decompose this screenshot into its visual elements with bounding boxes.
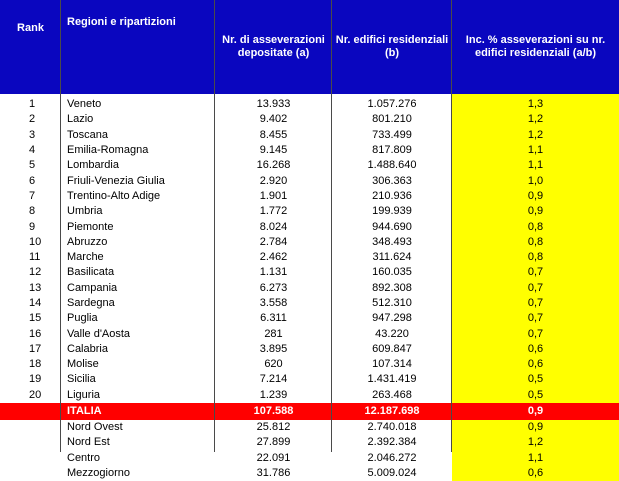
edifici-cell: 512.310 — [372, 297, 412, 309]
asseverazioni-cell: 2.462 — [259, 251, 288, 264]
rank-cell: 6 — [29, 174, 36, 187]
region-cell: Emilia-Romagna — [67, 144, 149, 157]
area-edifici-cell: 2.740.018 — [367, 421, 417, 434]
rank-cell: 3 — [29, 128, 36, 141]
column-divider — [214, 0, 215, 452]
asseverazioni-cell: 1.131 — [259, 266, 288, 279]
edifici-cell: 1.431.419 — [367, 373, 417, 386]
rank-cell: 15 — [29, 312, 42, 325]
column-divider — [60, 0, 61, 452]
table-row — [0, 219, 619, 234]
rank-cell-empty — [0, 403, 61, 420]
edifici-cell: 306.363 — [372, 174, 412, 187]
table-row — [0, 311, 619, 326]
incidenza-cell: 0,6 — [452, 357, 619, 372]
incidenza-cell: 0,8 — [452, 235, 619, 250]
table-row — [0, 388, 619, 403]
table-row — [0, 250, 619, 265]
edifici-cell: 348.493 — [372, 235, 412, 248]
incidenza-cell: 0,7 — [452, 311, 619, 326]
column-divider — [331, 0, 332, 452]
edifici-cell: 160.035 — [372, 266, 412, 279]
asseverazioni-cell: 16.268 — [256, 159, 291, 172]
column-divider — [451, 0, 452, 452]
region-cell: Piemonte — [67, 220, 114, 233]
rank-cell: 18 — [29, 358, 42, 371]
area-asseverazioni-cell: 27.899 — [256, 436, 291, 449]
incidenza-cell: 0,9 — [452, 204, 619, 219]
region-cell: Sicilia — [67, 373, 96, 386]
area-edifici-cell: 2.046.272 — [367, 451, 417, 464]
rank-cell: 16 — [29, 327, 42, 340]
edifici-cell: 892.308 — [372, 281, 412, 294]
edifici-cell: 1.488.640 — [367, 159, 417, 172]
rank-cell: 4 — [29, 144, 36, 157]
region-cell: Puglia — [67, 312, 98, 325]
edifici-cell: 263.468 — [372, 388, 412, 401]
asseverazioni-cell: 8.024 — [259, 220, 288, 233]
total-row-italia — [0, 403, 619, 420]
incidenza-cell: 0,7 — [452, 326, 619, 341]
table-row — [0, 112, 619, 127]
header-asseverazioni: Nr. di asseverazioni depositate (a) — [215, 0, 332, 94]
area-incidenza-cell: 0,9 — [452, 420, 619, 435]
asseverazioni-cell: 3.558 — [259, 297, 288, 309]
table-header-row — [0, 0, 619, 94]
region-cell: Abruzzo — [67, 235, 108, 248]
incidenza-cell: 0,7 — [452, 296, 619, 311]
asseverazioni-cell: 9.145 — [259, 144, 288, 157]
edifici-cell: 1.057.276 — [367, 98, 417, 111]
region-cell: Sardegna — [67, 297, 115, 309]
asseverazioni-cell: 3.895 — [259, 342, 288, 355]
region-cell: Basilicata — [67, 266, 115, 279]
rank-cell: 20 — [29, 388, 42, 401]
table-body — [0, 94, 619, 481]
asseverazioni-cell: 620 — [264, 358, 283, 371]
table-row — [0, 342, 619, 357]
area-row — [0, 466, 619, 481]
rank-cell: 12 — [29, 266, 42, 279]
area-asseverazioni-cell: 25.812 — [256, 421, 291, 434]
rank-cell: 7 — [29, 189, 36, 202]
rank-cell: 1 — [29, 98, 36, 111]
table-row — [0, 372, 619, 387]
asseverazioni-cell: 6.273 — [259, 281, 288, 294]
incidenza-cell: 1,0 — [452, 173, 619, 188]
table-row — [0, 296, 619, 311]
edifici-cell: 311.624 — [372, 251, 412, 264]
header-region: Regioni e ripartizioni — [61, 0, 215, 94]
region-cell: Lombardia — [67, 159, 119, 172]
table-row — [0, 204, 619, 219]
rank-cell: 11 — [29, 251, 41, 264]
area-row — [0, 451, 619, 466]
table-row — [0, 281, 619, 296]
incidenza-cell: 0,5 — [452, 372, 619, 387]
region-cell: Umbria — [67, 205, 103, 218]
rank-cell: 14 — [29, 297, 42, 309]
area-edifici-cell: 5.009.024 — [367, 466, 417, 479]
incidenza-cell: 1,3 — [452, 94, 619, 112]
region-cell: Trentino-Alto Adige — [67, 189, 161, 202]
table-row — [0, 189, 619, 204]
region-cell: Valle d'Aosta — [67, 327, 131, 340]
edifici-cell: 801.210 — [372, 113, 412, 126]
incidenza-cell: 1,2 — [452, 112, 619, 127]
area-region-cell: Nord Est — [67, 436, 110, 449]
region-cell: Calabria — [67, 342, 108, 355]
rank-cell: 5 — [29, 159, 36, 172]
asseverazioni-cell: 1.239 — [259, 388, 288, 401]
asseverazioni-cell: 1.772 — [259, 205, 288, 218]
incidenza-cell: 1,1 — [452, 158, 619, 173]
area-region-cell: Nord Ovest — [67, 421, 123, 434]
header-rank: Rank — [0, 0, 61, 94]
asseverazioni-cell: 2.784 — [259, 235, 288, 248]
region-cell: Veneto — [67, 98, 102, 111]
region-cell: Lazio — [67, 113, 94, 126]
total-incidenza-cell: 0,9 — [452, 403, 619, 420]
incidenza-cell: 0,9 — [452, 189, 619, 204]
region-cell: Liguria — [67, 388, 101, 401]
edifici-cell: 944.690 — [372, 220, 412, 233]
area-edifici-cell: 2.392.384 — [367, 436, 417, 449]
area-incidenza-cell: 0,6 — [452, 466, 619, 481]
incidenza-cell: 0,7 — [452, 265, 619, 280]
rank-cell: 17 — [29, 342, 42, 355]
edifici-cell: 817.809 — [372, 144, 412, 157]
asseverazioni-cell: 2.920 — [259, 174, 288, 187]
header-edifici: Nr. edifici residenziali (b) — [332, 0, 452, 94]
region-cell: Campania — [67, 281, 118, 294]
incidenza-cell: 0,8 — [452, 219, 619, 234]
total-asseverazioni-cell: 107.588 — [215, 403, 332, 420]
table-row — [0, 173, 619, 188]
incidenza-cell: 0,6 — [452, 342, 619, 357]
incidenza-cell: 0,5 — [452, 388, 619, 403]
rank-cell-empty — [0, 420, 61, 435]
asseverazioni-cell: 8.455 — [259, 128, 288, 141]
rank-cell: 9 — [29, 220, 36, 233]
edifici-cell: 43.220 — [375, 327, 409, 340]
incidenza-cell: 0,8 — [452, 250, 619, 265]
region-cell: Molise — [67, 358, 99, 371]
total-edifici-cell: 12.187.698 — [332, 403, 452, 420]
total-region-cell: ITALIA — [61, 403, 215, 420]
edifici-cell: 199.939 — [372, 205, 412, 218]
table-row — [0, 143, 619, 158]
asseverazioni-cell: 6.311 — [260, 312, 287, 325]
table-row — [0, 128, 619, 143]
incidenza-cell: 1,1 — [452, 143, 619, 158]
asseverazioni-cell: 13.933 — [256, 98, 291, 111]
incidenza-cell: 0,7 — [452, 281, 619, 296]
edifici-cell: 107.314 — [372, 358, 412, 371]
region-cell: Marche — [67, 251, 104, 264]
region-cell: Toscana — [67, 128, 108, 141]
rank-cell-empty — [0, 435, 61, 450]
edifici-cell: 210.936 — [372, 189, 412, 202]
table-row — [0, 94, 619, 112]
area-incidenza-cell: 1,2 — [452, 435, 619, 450]
rank-cell: 10 — [29, 235, 42, 248]
rank-cell: 2 — [29, 113, 36, 126]
area-region-cell: Centro — [67, 451, 101, 464]
rank-cell: 13 — [29, 281, 42, 294]
asseverazioni-cell: 9.402 — [259, 113, 288, 126]
table-row — [0, 235, 619, 250]
edifici-cell: 947.298 — [372, 312, 412, 325]
table-row — [0, 265, 619, 280]
table-row — [0, 357, 619, 372]
rank-cell-empty — [0, 451, 61, 466]
header-incidenza: Inc. % asseverazioni su nr. edifici residenziali (a/b) — [452, 0, 619, 94]
asseverazioni-cell: 281 — [264, 327, 283, 340]
table-row — [0, 158, 619, 173]
incidenza-cell: 1,2 — [452, 128, 619, 143]
asseverazioni-cell: 1.901 — [259, 189, 288, 202]
region-cell: Friuli-Venezia Giulia — [67, 174, 165, 187]
rank-cell-empty — [0, 466, 61, 481]
asseverazioni-cell: 7.214 — [259, 373, 288, 386]
area-asseverazioni-cell: 31.786 — [256, 466, 291, 479]
edifici-cell: 609.847 — [372, 342, 412, 355]
area-row — [0, 435, 619, 450]
rank-cell: 19 — [29, 373, 42, 386]
rank-cell: 8 — [29, 205, 36, 218]
area-region-cell: Mezzogiorno — [67, 466, 130, 479]
area-row — [0, 420, 619, 435]
table-row — [0, 326, 619, 341]
area-asseverazioni-cell: 22.091 — [256, 451, 291, 464]
area-incidenza-cell: 1,1 — [452, 451, 619, 466]
edifici-cell: 733.499 — [372, 128, 412, 141]
